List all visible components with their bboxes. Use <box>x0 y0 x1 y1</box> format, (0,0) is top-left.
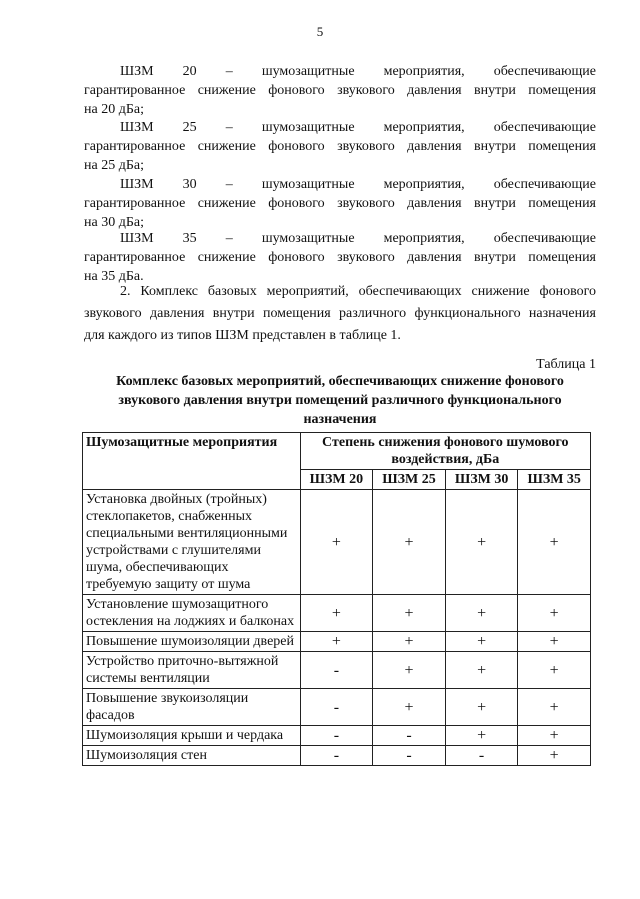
def-num: 25 <box>182 120 197 135</box>
def-line: гарантированное снижение фонового звукового давления внутри помещения <box>84 196 596 211</box>
def-code: ШЗМ <box>120 177 154 192</box>
def-word: мероприятия, <box>383 231 465 246</box>
measure-name: Шумоизоляция стен <box>83 746 301 766</box>
def-code: ШЗМ <box>120 120 154 135</box>
mark-cell: + <box>445 595 518 632</box>
mark-cell: - <box>373 726 446 746</box>
table-row <box>83 595 591 632</box>
def-line: гарантированное снижение фонового звукового давления внутри помещения <box>84 83 596 98</box>
measure-name: Установление шумозащитного остекления на лоджиях и балконах <box>83 595 301 632</box>
column-header: ШЗМ 35 <box>518 470 591 490</box>
mark-cell: + <box>518 652 591 689</box>
page-number: 5 <box>316 24 324 39</box>
def-num: 30 <box>182 177 197 192</box>
mark-cell: + <box>373 595 446 632</box>
mark-cell: - <box>445 746 518 766</box>
table-title-line: назначения <box>303 412 377 427</box>
measure-name: Шумоизоляция крыши и чердака <box>83 726 301 746</box>
def-word: шумозащитные <box>261 120 355 135</box>
table-header-row <box>83 433 591 470</box>
mark-cell: + <box>518 746 591 766</box>
def-word: мероприятия, <box>383 177 465 192</box>
column-header: ШЗМ 25 <box>373 470 446 490</box>
mark-cell: + <box>300 490 373 595</box>
def-word: обеспечивающие <box>493 120 596 135</box>
mark-cell: - <box>300 689 373 726</box>
measure-name: Установка двойных (тройных) стеклопакетов, снабженных специальными вентиляционными устройствами с глушителями шума, обеспечивающих требуемую защиту от шума <box>83 490 301 595</box>
mark-cell: + <box>518 689 591 726</box>
def-word: мероприятия, <box>383 64 465 79</box>
def-dash: – <box>225 120 233 135</box>
table-row <box>83 689 591 726</box>
mark-cell: - <box>300 726 373 746</box>
header-degree: Степень снижения фонового шумового воздействия, дБа <box>300 433 590 470</box>
mark-cell: + <box>445 490 518 595</box>
mark-cell: + <box>445 632 518 652</box>
def-line: на 35 дБа. <box>84 269 144 284</box>
def-code: ШЗМ <box>120 64 154 79</box>
def-line: гарантированное снижение фонового звукового давления внутри помещения <box>84 139 596 154</box>
def-line: на 25 дБа; <box>84 158 144 173</box>
mark-cell: - <box>300 652 373 689</box>
paragraph-2 <box>84 281 596 347</box>
mark-cell: + <box>518 490 591 595</box>
measure-name: Повышение звукоизоляции фасадов <box>83 689 301 726</box>
definition-szm-25 <box>84 118 596 175</box>
def-word: шумозащитные <box>261 231 355 246</box>
def-word: мероприятия, <box>383 120 465 135</box>
mark-cell: + <box>373 632 446 652</box>
def-num: 20 <box>182 64 197 79</box>
table-row <box>83 652 591 689</box>
table-row <box>83 746 591 766</box>
mark-cell: + <box>445 689 518 726</box>
def-code: ШЗМ <box>120 231 154 246</box>
def-line: гарантированное снижение фонового звукового давления внутри помещения <box>84 250 596 265</box>
paragraph-line: для каждого из типов ШЗМ представлен в таблице 1. <box>84 328 401 343</box>
def-line: на 20 дБа; <box>84 102 144 117</box>
def-line: на 30 дБа; <box>84 215 144 230</box>
mark-cell: + <box>445 652 518 689</box>
def-num: 35 <box>182 231 197 246</box>
table-row <box>83 726 591 746</box>
def-dash: – <box>225 231 233 246</box>
def-word: обеспечивающие <box>493 64 596 79</box>
mark-cell: + <box>373 652 446 689</box>
mark-cell: + <box>300 632 373 652</box>
paragraph-line: 2. Комплекс базовых мероприятий, обеспечивающих снижение фонового <box>120 284 596 299</box>
paragraph-line: звукового давления внутри помещения различного функционального назначения <box>84 306 596 321</box>
table-title <box>84 372 596 429</box>
mark-cell: + <box>518 595 591 632</box>
column-header: ШЗМ 20 <box>300 470 373 490</box>
def-word: обеспечивающие <box>493 231 596 246</box>
measures-table <box>82 432 591 766</box>
mark-cell: + <box>518 632 591 652</box>
header-measures: Шумозащитные мероприятия <box>83 433 301 490</box>
mark-cell: + <box>518 726 591 746</box>
definition-szm-35 <box>84 229 596 286</box>
def-word: шумозащитные <box>261 64 355 79</box>
def-word: шумозащитные <box>261 177 355 192</box>
column-header: ШЗМ 30 <box>445 470 518 490</box>
mark-cell: + <box>373 689 446 726</box>
def-dash: – <box>225 177 233 192</box>
definition-szm-20 <box>84 62 596 119</box>
mark-cell: - <box>300 746 373 766</box>
mark-cell: + <box>445 726 518 746</box>
def-dash: – <box>225 64 233 79</box>
definition-szm-30 <box>84 175 596 232</box>
table-row <box>83 490 591 595</box>
mark-cell: + <box>300 595 373 632</box>
measure-name: Повышение шумоизоляции дверей <box>83 632 301 652</box>
def-word: обеспечивающие <box>493 177 596 192</box>
table-row <box>83 632 591 652</box>
mark-cell: + <box>373 490 446 595</box>
measure-name: Устройство приточно-вытяжной системы вентиляции <box>83 652 301 689</box>
table-title-line: звукового давления внутри помещений различного функционального <box>118 393 562 408</box>
table-label: Таблица 1 <box>536 357 596 372</box>
table-title-line: Комплекс базовых мероприятий, обеспечивающих снижение фонового <box>116 374 564 389</box>
mark-cell: - <box>373 746 446 766</box>
